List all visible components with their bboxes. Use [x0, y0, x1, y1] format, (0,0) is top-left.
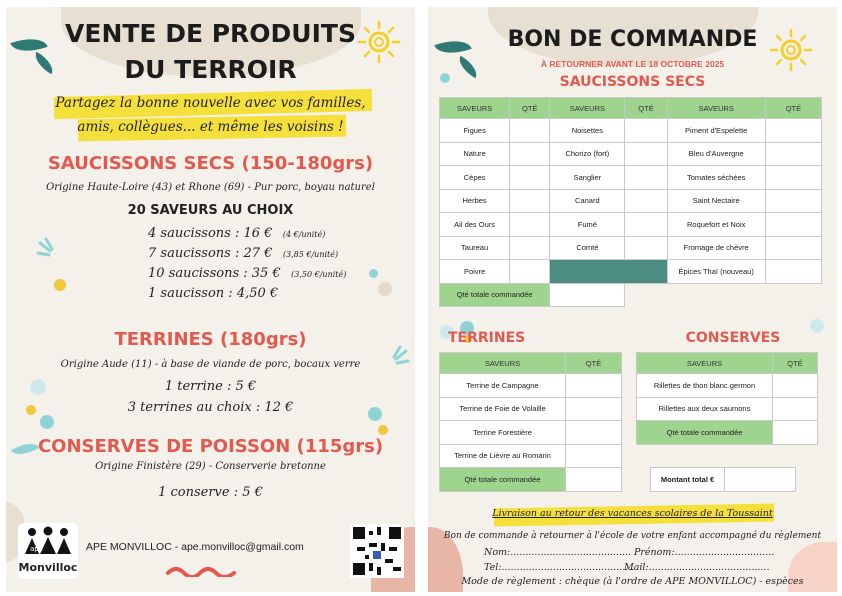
flavor-cell: Nature: [440, 142, 510, 166]
price-list: [148, 224, 388, 304]
table-row: [440, 119, 822, 143]
page-title-line1: VENTE DE PRODUITS: [65, 19, 356, 48]
table-header-row: [637, 353, 818, 374]
col-saveurs: SAVEURS: [440, 353, 566, 374]
livraison: Livraison au retour des vacances scolaires de la Toussaint: [492, 508, 773, 519]
price-label: 1 saucisson : 4,50 €: [148, 286, 279, 301]
mail-field[interactable]: Mail:........................................: [624, 562, 770, 573]
col-qte: QTÉ: [510, 98, 550, 119]
flavor-cell: Fumé: [550, 213, 625, 237]
order-form-page: [428, 7, 837, 592]
flavor-cell: Chorizo (fort): [550, 142, 625, 166]
col-saveurs: SAVEURS: [667, 98, 765, 119]
total-label: Qté totale commandée: [440, 283, 550, 307]
flavor-cell: Piment d'Espelette: [667, 119, 765, 143]
saucissons-table: [439, 97, 822, 307]
flavor-cell: Cèpes: [440, 166, 510, 190]
qty-cell[interactable]: [765, 166, 821, 190]
qty-cell[interactable]: [566, 374, 622, 398]
deadline: À RETOURNER AVANT LE 18 OCTOBRE 2025: [540, 59, 725, 69]
saucissons-order-heading: SAUCISSONS SECS: [559, 74, 706, 90]
col-qte: QTÉ: [773, 353, 818, 374]
conserves-order-heading: CONSERVES: [685, 330, 781, 346]
terrines-table: [439, 352, 622, 492]
page-title-line2: DU TERROIR: [124, 55, 297, 84]
table-row: [440, 166, 822, 190]
logo-text: Monvilloc: [18, 561, 78, 574]
dot-decoration: [378, 425, 388, 435]
order-form-title: BON DE COMMANDE: [507, 27, 758, 52]
nom-field[interactable]: Nom:........................................: [484, 547, 632, 558]
qty-cell[interactable]: [625, 236, 667, 260]
qty-cell[interactable]: [773, 397, 818, 421]
dot-decoration: [810, 319, 824, 333]
flavor-cell: Comté: [550, 236, 625, 260]
qty-cell[interactable]: [765, 142, 821, 166]
qr-code[interactable]: [350, 524, 404, 578]
flavor-cell: Rillettes aux deux saumons: [637, 397, 773, 421]
terrines-order-heading: TERRINES: [448, 330, 526, 346]
flavor-cell: Canard: [550, 189, 625, 213]
col-saveurs: SAVEURS: [637, 353, 773, 374]
empty-cell: [625, 283, 822, 307]
qty-cell[interactable]: [765, 236, 821, 260]
flavor-cell: Épices Thaï (nouveau): [667, 260, 765, 284]
table-header-row: [440, 353, 622, 374]
flavor-cell: Terrine de Campagne: [440, 374, 566, 398]
flavor-cell: Roquefort et Noix: [667, 213, 765, 237]
qty-cell[interactable]: [510, 166, 550, 190]
montant-total-box: [650, 467, 796, 492]
prenom-field[interactable]: Prénom:.................................: [634, 547, 775, 558]
col-saveurs: SAVEURS: [550, 98, 625, 119]
price-label: 10 saucissons : 35 €: [148, 266, 281, 281]
price-label: 4 saucissons : 16 €: [148, 226, 273, 241]
conserves-table: [636, 352, 818, 445]
total-row: [637, 421, 818, 445]
ape-logo: [18, 523, 78, 579]
table-row: [440, 260, 822, 284]
total-label: Qté totale commandée: [637, 421, 773, 445]
qty-cell[interactable]: [773, 374, 818, 398]
qty-cell[interactable]: [566, 421, 622, 445]
qty-cell[interactable]: [510, 236, 550, 260]
price-note: (4 €/unité): [282, 230, 326, 239]
flyer-page: [6, 7, 415, 592]
total-qty-cell[interactable]: [566, 468, 622, 492]
table-row: [440, 374, 622, 398]
banner-line1: Partagez la bonne nouvelle avec vos familles,: [55, 95, 366, 111]
flavor-cell: Saint Nectaire: [667, 189, 765, 213]
flavor-cell: Fromage de chèvre: [667, 236, 765, 260]
price-label: 7 saucissons : 27 €: [148, 246, 273, 261]
flavor-cell: Terrine de Foie de Volaille: [440, 397, 566, 421]
conserves-price1: 1 conserve : 5 €: [158, 485, 263, 500]
dot-decoration: [54, 279, 66, 291]
reglement: Mode de règlement : chèque (à l'ordre de APE MONVILLOC) - espèces: [461, 576, 804, 587]
total-label: Qté totale commandée: [440, 468, 566, 492]
col-saveurs: SAVEURS: [440, 98, 510, 119]
tel-field[interactable]: Tel:............................................: [484, 562, 635, 573]
banner-line2: amis, collègues... et même les voisins !: [77, 119, 344, 135]
table-row: [637, 374, 818, 398]
flavor-cell: Taureau: [440, 236, 510, 260]
terrines-origin: Origine Aude (11) - à base de viande de porc, bocaux verre: [60, 359, 361, 370]
dot-decoration: [40, 415, 54, 429]
table-header-row: [440, 98, 822, 119]
qty-cell[interactable]: [510, 119, 550, 143]
flavor-cell: Herbes: [440, 189, 510, 213]
col-qte: QTÉ: [625, 98, 667, 119]
people-icon: [22, 526, 74, 556]
table-row: [440, 189, 822, 213]
total-row: [440, 468, 622, 492]
flavor-cell: Ail des Ours: [440, 213, 510, 237]
qty-cell[interactable]: [625, 119, 667, 143]
logo-letters: ape: [30, 545, 44, 553]
flavor-cell: Tomates séchées: [667, 166, 765, 190]
table-row: [440, 142, 822, 166]
flavor-cell: Sanglier: [550, 166, 625, 190]
flavor-cell: Terrine Forestière: [440, 421, 566, 445]
saucissons-subheading: 20 SAVEURS AU CHOIX: [127, 203, 294, 218]
total-qty-cell[interactable]: [773, 421, 818, 445]
qty-cell[interactable]: [765, 119, 821, 143]
saucissons-heading: SAUCISSONS SECS (150-180grs): [47, 153, 374, 174]
table-row: [440, 444, 622, 468]
qty-cell[interactable]: [566, 444, 622, 468]
qty-cell[interactable]: [510, 142, 550, 166]
table-row: [440, 397, 622, 421]
qr-code-icon: [353, 527, 401, 575]
table-row: [440, 236, 822, 260]
price-row: [148, 224, 388, 244]
qty-cell[interactable]: [510, 189, 550, 213]
flavor-cell: Bleu d'Auvergne: [667, 142, 765, 166]
table-row: [440, 421, 622, 445]
flavor-cell: Terrine de Lièvre au Romarin: [440, 444, 566, 468]
qty-cell[interactable]: [625, 142, 667, 166]
conserves-origin: Origine Finistère (29) - Conserverie bretonne: [95, 461, 326, 472]
col-qte: QTÉ: [765, 98, 821, 119]
flavor-cell: Figues: [440, 119, 510, 143]
table-row: [637, 397, 818, 421]
terrines-heading: TERRINES (180grs): [114, 329, 307, 350]
col-qte: QTÉ: [566, 353, 622, 374]
saucissons-origin: Origine Haute-Loire (43) et Rhone (69) - Pur porc, boyau naturel: [46, 182, 375, 193]
qty-cell[interactable]: [566, 397, 622, 421]
wave-decoration: [166, 563, 238, 577]
instructions: Bon de commande à retourner à l'école de votre enfant accompagné du règlement: [443, 531, 822, 541]
flavor-cell: Noisettes: [550, 119, 625, 143]
qty-cell[interactable]: [765, 260, 821, 284]
qty-cell[interactable]: [625, 166, 667, 190]
conserves-heading: CONSERVES DE POISSON (115grs): [37, 436, 384, 457]
price-row: [148, 284, 388, 304]
price-note: (3,50 €/unité): [291, 270, 347, 279]
footer-contact: APE MONVILLOC - ape.monvilloc@gmail.com: [86, 541, 304, 553]
montant-label: Montant total €: [651, 468, 725, 492]
qty-cell[interactable]: [625, 213, 667, 237]
table-row: [440, 213, 822, 237]
price-row: [148, 264, 388, 284]
qty-cell[interactable]: [510, 213, 550, 237]
flavor-cell: Rillettes de thon blanc germon: [637, 374, 773, 398]
qty-cell[interactable]: [765, 213, 821, 237]
qty-cell[interactable]: [510, 260, 550, 284]
montant-value-cell[interactable]: [725, 468, 796, 492]
price-row: [148, 244, 388, 264]
total-qty-cell[interactable]: [550, 283, 625, 307]
total-row: [440, 283, 822, 307]
flavor-cell: Poivre: [440, 260, 510, 284]
blank-cell: [550, 260, 667, 284]
table-row: [651, 468, 796, 492]
qty-cell[interactable]: [625, 189, 667, 213]
qty-cell[interactable]: [765, 189, 821, 213]
terrines-price1: 1 terrine : 5 €: [164, 379, 257, 394]
sparkle-decoration: [36, 237, 72, 273]
price-note: (3,85 €/unité): [282, 250, 339, 259]
terrines-price2: 3 terrines au choix : 12 €: [127, 400, 294, 415]
